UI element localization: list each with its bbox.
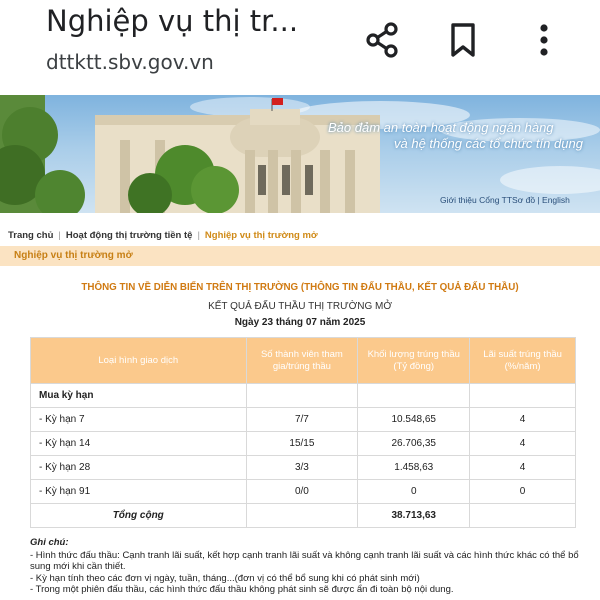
notes-section <box>30 537 590 596</box>
total-value: 38.713,63 <box>358 504 470 528</box>
breadcrumb-current[interactable]: Nghiệp vụ thị trường mở <box>204 230 318 241</box>
rate-cell: 4 <box>470 432 576 456</box>
members-cell: 3/3 <box>246 456 358 480</box>
table-row <box>31 432 576 456</box>
term-cell: - Kỳ hạn 91 <box>31 480 247 504</box>
header-volume: Khối lượng trúng thầu (Tỷ đồng) <box>358 338 470 384</box>
report-subtitle: KẾT QUẢ ĐẤU THẦU THỊ TRƯỜNG MỞ <box>208 301 392 312</box>
report-date: Ngày 23 tháng 07 năm 2025 <box>234 317 366 328</box>
volume-cell: 26.706,35 <box>358 432 470 456</box>
volume-cell: 1.458,63 <box>358 456 470 480</box>
rate-cell: 0 <box>470 480 576 504</box>
term-cell: - Kỳ hạn 14 <box>31 432 247 456</box>
vietnam-flag <box>272 98 283 105</box>
term-cell: - Kỳ hạn 7 <box>31 408 247 432</box>
members-cell: 15/15 <box>246 432 358 456</box>
page-url[interactable]: dttktt.sbv.gov.vn <box>46 50 214 74</box>
table-row <box>31 408 576 432</box>
note-line: - Kỳ hạn tính theo các đơn vị ngày, tuần, tháng...(đơn vị có thể bổ sung khi có phát sinh mới) <box>30 572 420 584</box>
table-group-row <box>31 384 576 408</box>
bookmark-icon[interactable] <box>443 20 483 60</box>
header-interest-rate: Lãi suất trúng thầu (%/năm) <box>470 338 576 384</box>
auction-results-table <box>30 337 576 528</box>
members-cell: 0/0 <box>246 480 358 504</box>
breadcrumb-money-market[interactable]: Hoạt động thị trường tiền tệ <box>65 230 193 241</box>
notes-title: Ghi chú: <box>30 537 69 548</box>
table-total-row <box>31 504 576 528</box>
term-cell: - Kỳ hạn 28 <box>31 456 247 480</box>
page-title: Nghiệp vụ thị tr... <box>46 4 299 38</box>
section-title: Nghiệp vụ thị trường mở <box>14 250 133 261</box>
note-line: - Trong một phiên đấu thầu, các hình thức đấu thầu không phát sinh sẽ được ẩn đi toàn bộ nội dung. <box>30 584 454 596</box>
breadcrumb-separator: | <box>197 230 200 241</box>
table-row <box>31 456 576 480</box>
breadcrumb <box>8 230 318 241</box>
total-label: Tổng cộng <box>31 504 247 528</box>
more-vert-icon[interactable] <box>524 20 564 60</box>
breadcrumb-separator: | <box>58 230 61 241</box>
breadcrumb-home[interactable]: Trang chủ <box>8 230 54 241</box>
table-row <box>31 480 576 504</box>
members-cell: 7/7 <box>246 408 358 432</box>
volume-cell: 0 <box>358 480 470 504</box>
banner-links[interactable]: Giới thiệu Cổng TTSơ đồ | English <box>440 195 570 205</box>
report-title: THÔNG TIN VỀ DIỄN BIẾN TRÊN THỊ TRƯỜNG (THÔNG TIN ĐẤU THẦU, KẾT QUẢ ĐẤU THẦU) <box>81 282 519 293</box>
header-transaction-type: Loại hình giao dịch <box>31 338 247 384</box>
share-icon[interactable] <box>363 20 403 60</box>
table-header-row <box>31 338 576 384</box>
banner-slogan-line1: Bảo đảm an toàn hoạt động ngân hàng <box>328 120 554 135</box>
rate-cell: 4 <box>470 456 576 480</box>
browser-top-bar <box>0 0 600 92</box>
header-members: Số thành viên tham gia/trúng thầu <box>246 338 358 384</box>
banner-slogan-line2: và hệ thống các tổ chức tín dụng <box>394 136 583 151</box>
rate-cell: 4 <box>470 408 576 432</box>
volume-cell: 10.548,65 <box>358 408 470 432</box>
note-line: - Hình thức đấu thầu: Cạnh tranh lãi suất, kết hợp cạnh tranh lãi suất và không cạnh tranh lãi suất và các hình thức khác có thể bổ sung mới khi cần thiết. <box>30 549 579 573</box>
group-label: Mua kỳ hạn <box>31 384 247 408</box>
